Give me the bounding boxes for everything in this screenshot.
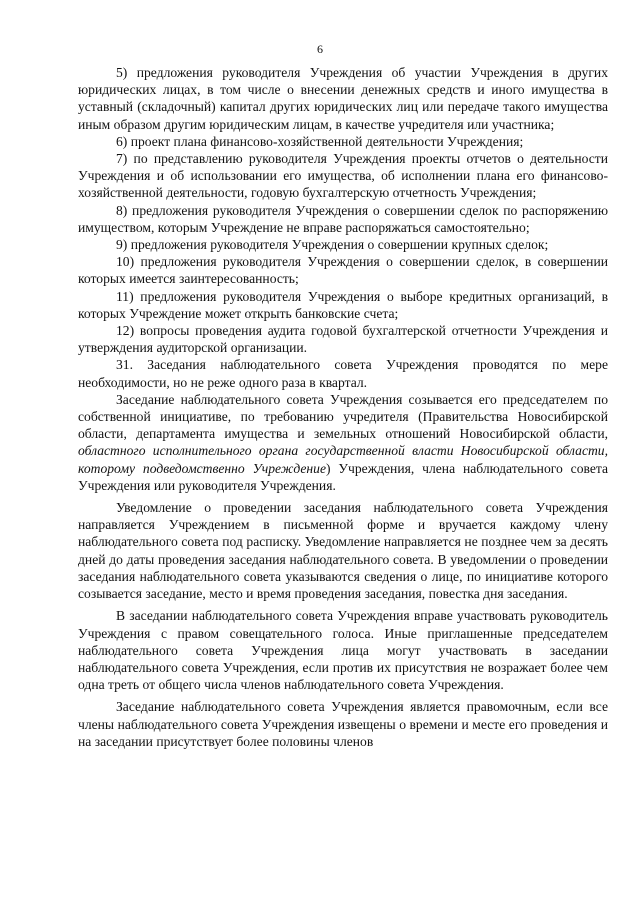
paragraph-item-11: 11) предложения руководителя Учреждения о выборе кредитных организаций, в которых Учреждение может открыть банковские счета; xyxy=(78,288,608,321)
paragraph-quorum: Заседание наблюдательного совета Учреждения является правомочным, если все члены наблюдательного совета Учреждения извещены о времени и месте его проведения и на заседании присутствует более половины членов xyxy=(78,699,608,749)
paragraph-convening-start: Заседание наблюдательного совета Учреждения созывается его председателем по собственной инициативе, по требованию учредителя (Правительства Новосибирской области, департамента имущества и земельных отношений Новосибирской области, xyxy=(78,391,608,442)
paragraph-notification: Уведомление о проведении заседания наблюдательного совета Учреждения направляется Учреждением в письменной форме и вручается каждому члену наблюдательного совета под расписку. Уведомление направляется не позднее чем за десять дней до даты проведения заседания наблюдательного совета. В уведомлении о проведении заседания наблюдательного совета указываются сведения о лице, по инициативе которого созывается заседание, место и время проведения заседания, повестка дня заседания. xyxy=(78,500,608,602)
paragraph-clause-31: 31. Заседания наблюдательного совета Учреждения проводятся по мере необходимости, но не реже одного раза в квартал. xyxy=(78,357,608,390)
page-number: 6 xyxy=(317,42,323,56)
paragraph-item-5: 5) предложения руководителя Учреждения об участии Учреждения в других юридических лицах, в том числе о внесении денежных средств и иного имущества в уставный (складочный) капитал других юридических лиц или передаче такого имущества иным образом другим юридическим лицам, в качестве учредителя или участника; xyxy=(78,65,608,132)
paragraph-convening xyxy=(78,391,608,494)
paragraph-convening-end: ) Учреждения, члена наблюдательного совета Учреждения или руководителя Учреждения. xyxy=(78,460,608,493)
paragraph-item-7: 7) по представлению руководителя Учреждения проекты отчетов о деятельности Учреждения и об использовании его имущества, об исполнении плана его финансово-хозяйственной деятельности, годовую бухгалтерскую отчетность Учреждения; xyxy=(78,151,608,201)
paragraph-item-9: 9) предложения руководителя Учреждения о совершении крупных сделок; xyxy=(116,237,549,253)
paragraph-convening-italic: областного исполнительного органа государственной власти Новосибирской области, которому подведомственно Учреждение xyxy=(78,443,608,476)
document-body xyxy=(78,64,608,750)
paragraph-item-8: 8) предложения руководителя Учреждения о совершении сделок по распоряжению имуществом, которым Учреждение не вправе распоряжаться самостоятельно; xyxy=(78,202,608,235)
paragraph-item-12: 12) вопросы проведения аудита годовой бухгалтерской отчетности Учреждения и утверждения аудиторской организации. xyxy=(78,323,608,356)
paragraph-item-6: 6) проект плана финансово-хозяйственной деятельности Учреждения; xyxy=(116,133,524,149)
paragraph-participation: В заседании наблюдательного совета Учреждения вправе участвовать руководитель Учреждения с правом совещательного голоса. Иные приглашенные председателем наблюдательного совета Учреждения лица могут участвовать в заседании наблюдательного совета Учреждения, если против их присутствия не возражает более чем одна треть от общего числа членов наблюдательного совета Учреждения. xyxy=(78,608,608,693)
paragraph-item-10: 10) предложения руководителя Учреждения о совершении сделок, в совершении которых имеется заинтересованность; xyxy=(78,254,608,287)
